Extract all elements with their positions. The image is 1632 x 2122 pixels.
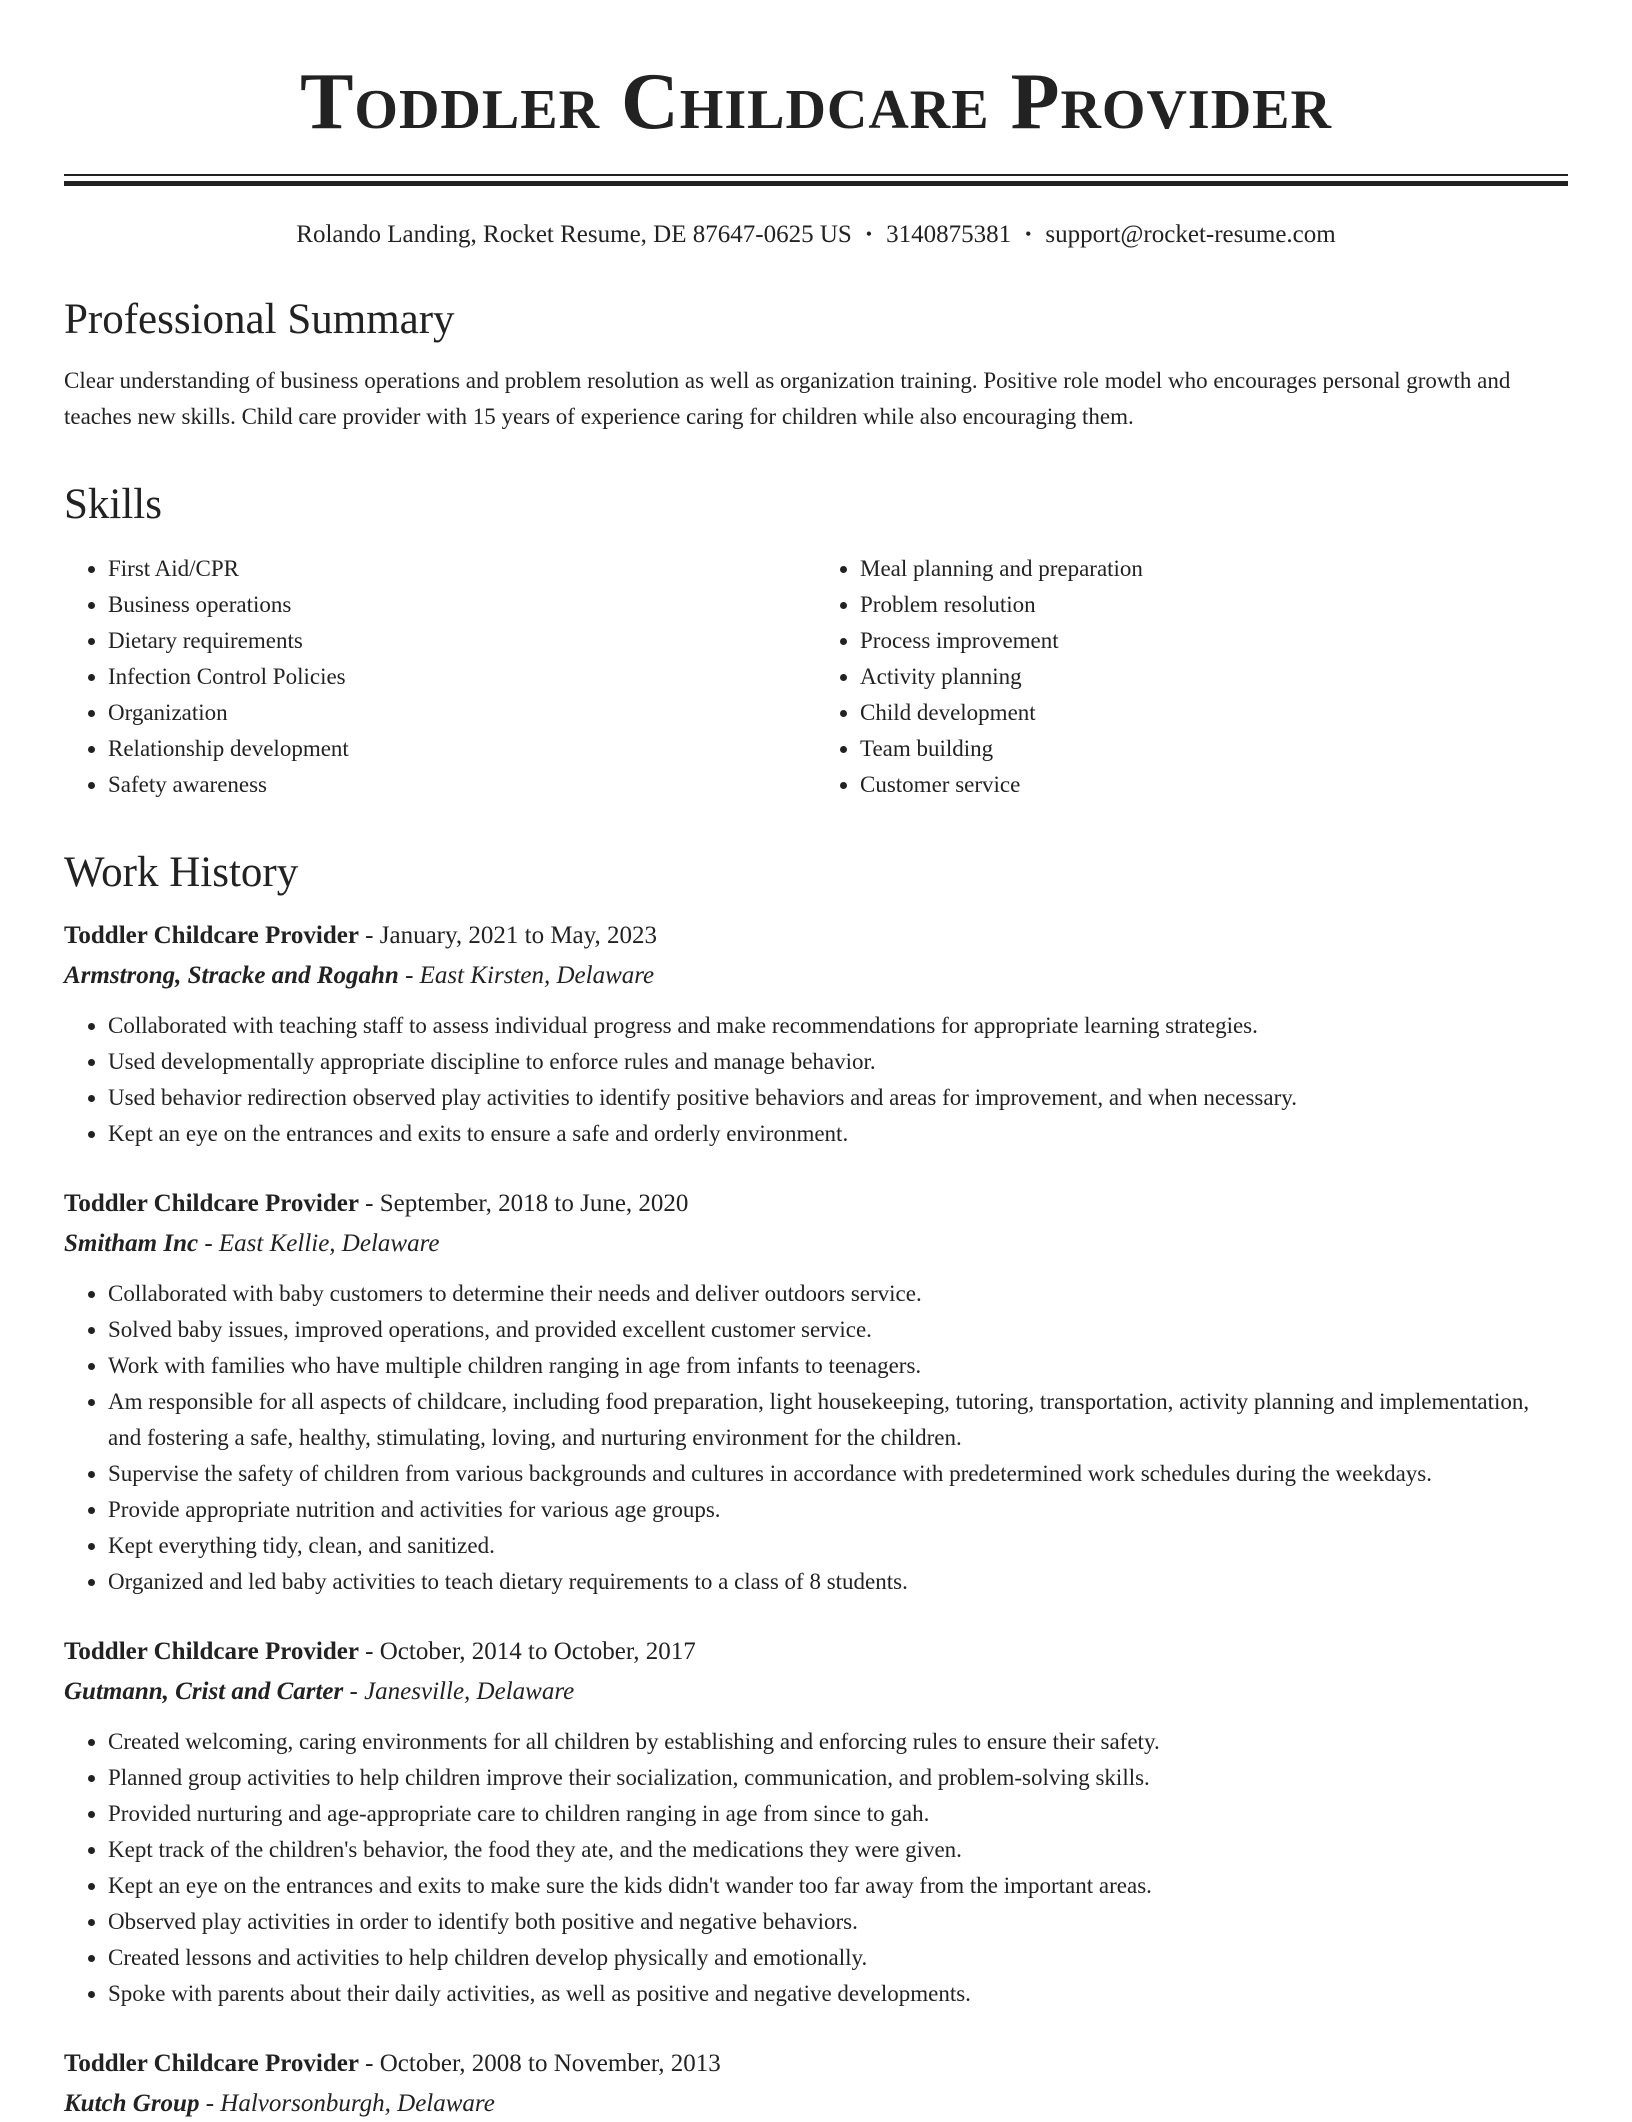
job-employer [64,2086,1568,2122]
job-location: - East Kirsten, Delaware [405,961,655,989]
job-location: - Halvorsonburgh, Delaware [205,2089,495,2117]
skill-item: • Process improvement [860,623,1568,659]
job-bullet: • Collaborated with baby customers to determine their needs and deliver outdoors service. [108,1276,1568,1312]
job-company: Kutch Group [64,2089,200,2117]
job-bullet: • Kept track of the children's behavior, the food they ate, and the medications they were given. [108,1832,1568,1868]
skill-item: • Safety awareness [108,767,816,803]
work-history-heading: Work History [64,848,299,896]
job-header [64,1186,1568,1222]
job-header [64,1634,1568,1670]
header-rule-thin [64,174,1568,176]
contact-separator: • [1025,224,1032,244]
job-bullet: • Supervise the safety of children from various backgrounds and cultures in accordance with predetermined work schedules during the weekdays. [108,1456,1568,1492]
header-rule-thick [64,181,1568,186]
skills-heading: Skills [64,481,162,529]
job-bullet: • Used developmentally appropriate discipline to enforce rules and manage behavior. [108,1044,1568,1080]
contact-line [64,220,1568,250]
job-dates: - October, 2008 to November, 2013 [365,2049,721,2077]
job-employer [64,958,1568,994]
skill-item: • First Aid/CPR [108,551,816,587]
job-header [64,918,1568,954]
job-location: - East Kellie, Delaware [204,1229,440,1257]
contact-address: Rolando Landing, Rocket Resume, DE 87647-0625 US [296,221,852,248]
job-title: Toddler Childcare Provider [64,1637,359,1665]
job-bullet: • Created lessons and activities to help children develop physically and emotionally. [108,1940,1568,1976]
job-entry [64,1634,1568,2012]
job-bullet: • Kept an eye on the entrances and exits to make sure the kids didn't wander too far away from the important areas. [108,1868,1568,1904]
job-entry [64,2046,1568,2122]
skill-item: • Activity planning [860,659,1568,695]
skill-item: • Team building [860,731,1568,767]
skill-item: • Problem resolution [860,587,1568,623]
job-company: Gutmann, Crist and Carter [64,1677,344,1705]
job-entry [64,918,1568,1152]
job-bullet: • Solved baby issues, improved operations, and provided excellent customer service. [108,1312,1568,1348]
job-bullet: • Collaborated with teaching staff to assess individual progress and make recommendations for appropriate learning strategies. [108,1008,1568,1044]
skill-item: • Dietary requirements [108,623,816,659]
skill-item: • Business operations [108,587,816,623]
skill-item: • Meal planning and preparation [860,551,1568,587]
job-location: - Janesville, Delaware [349,1677,575,1705]
job-dates: - September, 2018 to June, 2020 [365,1189,689,1217]
summary-heading: Professional Summary [64,296,455,343]
contact-phone: 3140875381 [886,221,1012,248]
contact-separator: • [865,224,873,244]
job-dates: - January, 2021 to May, 2023 [365,921,658,949]
job-bullet: • Provide appropriate nutrition and activities for various age groups. [108,1492,1568,1528]
skill-item: • Child development [860,695,1568,731]
job-company: Armstrong, Stracke and Rogahn [64,961,399,989]
skill-item: • Organization [108,695,816,731]
job-bullets [64,1276,1568,1600]
skill-item: • Customer service [860,767,1568,803]
contact-email: support@rocket-resume.com [1045,221,1336,248]
job-header [64,2046,1568,2082]
skill-item: • Infection Control Policies [108,659,816,695]
job-bullet: • Am responsible for all aspects of childcare, including food preparation, light housekeeping, tutoring, transportation, activity planning and implementation, and fostering a safe, healthy, stimulating, loving, and nurturing environment for the children. [108,1384,1568,1456]
job-bullet: • Created welcoming, caring environments for all children by establishing and enforcing rules to ensure their safety. [108,1724,1568,1760]
job-dates: - October, 2014 to October, 2017 [365,1637,696,1665]
job-bullets [64,1724,1568,2012]
job-bullet: • Spoke with parents about their daily activities, as well as positive and negative developments. [108,1976,1568,2012]
job-bullet: • Kept everything tidy, clean, and sanitized. [108,1528,1568,1564]
job-title: Toddler Childcare Provider [64,2049,359,2077]
skills-list-left [64,551,816,803]
job-bullet: • Observed play activities in order to identify both positive and negative behaviors. [108,1904,1568,1940]
job-bullet: • Organized and led baby activities to teach dietary requirements to a class of 8 students. [108,1564,1568,1600]
job-title: Toddler Childcare Provider [64,1189,359,1217]
summary-text: Clear understanding of business operations and problem resolution as well as organization training. Positive role model who encourages personal growth and teaches new skills. Child care provider with 15 years of experience caring for children while also encouraging them. [64,368,1511,430]
skills-columns [64,551,1568,803]
resume-title: Toddler Childcare Provider [300,58,1332,146]
job-employer [64,1674,1568,1710]
job-bullet: • Planned group activities to help children improve their socialization, communication, and problem-solving skills. [108,1760,1568,1796]
job-bullet: • Work with families who have multiple children ranging in age from infants to teenagers. [108,1348,1568,1384]
job-company: Smitham Inc [64,1229,199,1257]
job-bullet: • Kept an eye on the entrances and exits to ensure a safe and orderly environment. [108,1116,1568,1152]
skill-item: • Relationship development [108,731,816,767]
job-bullet: • Provided nurturing and age-appropriate care to children ranging in age from since to gah. [108,1796,1568,1832]
job-bullet: • Used behavior redirection observed play activities to identify positive behaviors and areas for improvement, and when necessary. [108,1080,1568,1116]
job-employer [64,1226,1568,1262]
job-title: Toddler Childcare Provider [64,921,359,949]
job-bullets [64,1008,1568,1152]
skills-list-right [816,551,1568,803]
job-entry [64,1186,1568,1600]
